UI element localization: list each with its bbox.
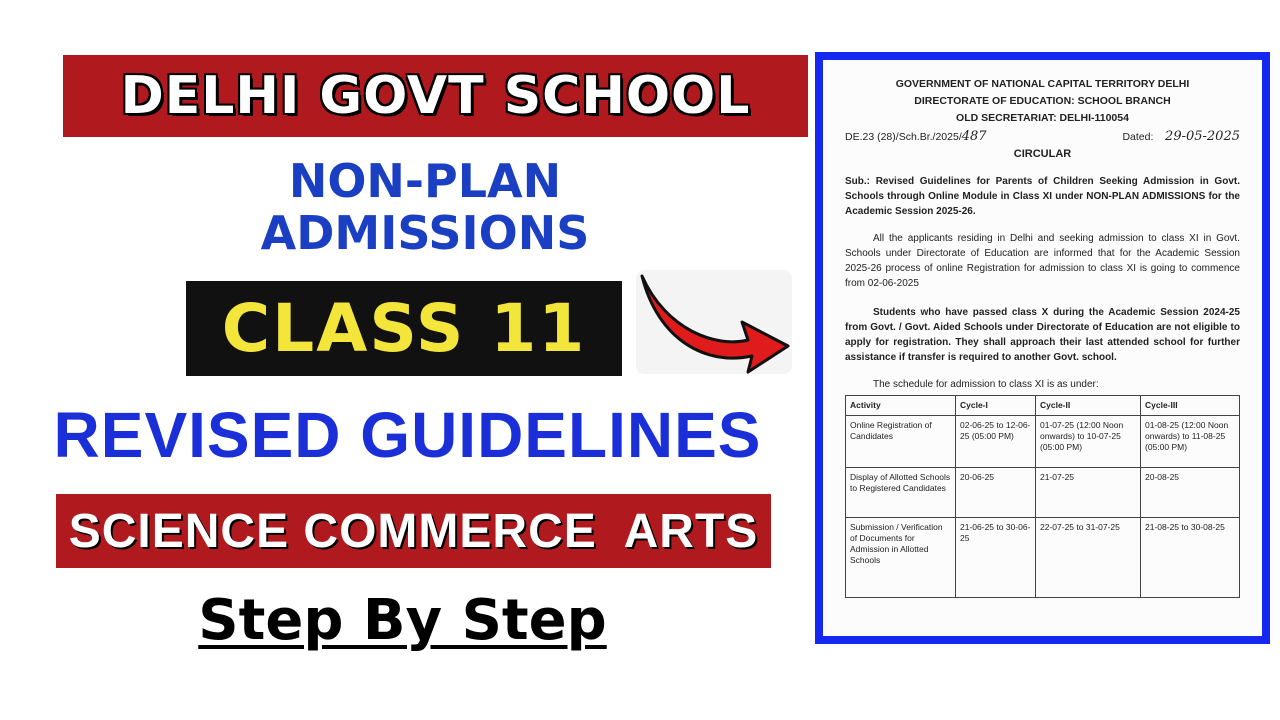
- class-label-box: [186, 281, 622, 376]
- table-row: [846, 416, 1240, 468]
- date-field: Dated: 29-05-2025: [1122, 129, 1240, 144]
- table-cell: 22-07-25 to 31-07-25: [1036, 518, 1141, 598]
- circular-title: CIRCULAR: [1013, 148, 1072, 160]
- reference-number: DE.23 (28)/Sch.Br./2025/487: [845, 129, 987, 144]
- header-cycle-1: Cycle-I: [956, 396, 1036, 416]
- subtitle-line1: NON-PLAN: [288, 154, 562, 208]
- circular-paragraph-1: All the applicants residing in Delhi and seeking admission to class XI in Govt. Schools under Directorate of Education are informed that for the Academic Session 2025-26 process of online Registration for admission to class XI is going to commence from 02-06-2025: [845, 233, 1240, 289]
- curved-arrow-right-icon: [636, 270, 792, 374]
- table-cell: 20-06-25: [956, 468, 1036, 518]
- table-cell: Online Registration of Candidates: [846, 416, 956, 468]
- header-activity: Activity: [846, 396, 956, 416]
- table-cell: 21-07-25: [1036, 468, 1141, 518]
- schedule-table: [845, 395, 1240, 598]
- table-cell: 01-07-25 (12:00 Noon onwards) to 10-07-25 (05:00 PM): [1036, 416, 1141, 468]
- banner-title: DELHI GOVT SCHOOL: [120, 66, 751, 126]
- circular-document: [815, 52, 1270, 644]
- table-header-row: [846, 396, 1240, 416]
- streams-text: SCIENCE COMMERCE ARTS: [68, 504, 759, 558]
- reference-line: [845, 129, 1240, 144]
- title-banner: [63, 55, 808, 137]
- reference-handwritten: 487: [961, 129, 987, 144]
- header-line1: GOVERNMENT OF NATIONAL CAPITAL TERRITORY DELHI: [895, 78, 1190, 90]
- table-cell: 20-08-25: [1141, 468, 1240, 518]
- date-handwritten: 29-05-2025: [1165, 129, 1240, 144]
- header-cycle-3: Cycle-III: [1141, 396, 1240, 416]
- circular-paragraph-2: Students who have passed class X during the Academic Session 2024-25 from Govt. / Govt. Aided Schools under Directorate of Education are not eligible to apply for registration. They shall approach their last attended school for further assistance if transfer is required to another Govt. school.: [845, 307, 1240, 363]
- table-row: [846, 518, 1240, 598]
- streams-banner: [56, 494, 771, 568]
- table-cell: 21-06-25 to 30-06-25: [956, 518, 1036, 598]
- admission-type-heading: [180, 155, 670, 259]
- table-cell: Display of Allotted Schools to Registered Candidates: [846, 468, 956, 518]
- subtitle-line2: ADMISSIONS: [260, 206, 590, 260]
- revised-guidelines-heading: REVISED GUIDELINES: [53, 399, 762, 471]
- header-line3: OLD SECRETARIAT: DELHI-110054: [956, 112, 1129, 124]
- step-by-step-label: Step By Step: [198, 588, 607, 653]
- schedule-intro: The schedule for admission to class XI is as under:: [873, 379, 1099, 390]
- header-cycle-2: Cycle-II: [1036, 396, 1141, 416]
- header-line2: DIRECTORATE OF EDUCATION: SCHOOL BRANCH: [914, 95, 1171, 107]
- table-cell: 02-06-25 to 12-06-25 (05:00 PM): [956, 416, 1036, 468]
- circular-subject: Sub.: Revised Guidelines for Parents of Children Seeking Admission in Govt. Schools through Online Module in Class XI under NON-PLAN ADMISSIONS for the Academic Session 2025-26.: [845, 176, 1240, 217]
- circular-header: [845, 76, 1240, 127]
- table-cell: 01-08-25 (12:00 Noon onwards) to 11-08-25 (05:00 PM): [1141, 416, 1240, 468]
- table-cell: Submission / Verification of Documents for Admission in Allotted Schools: [846, 518, 956, 598]
- table-cell: 21-08-25 to 30-08-25: [1141, 518, 1240, 598]
- class-label: CLASS 11: [221, 290, 587, 367]
- table-row: [846, 468, 1240, 518]
